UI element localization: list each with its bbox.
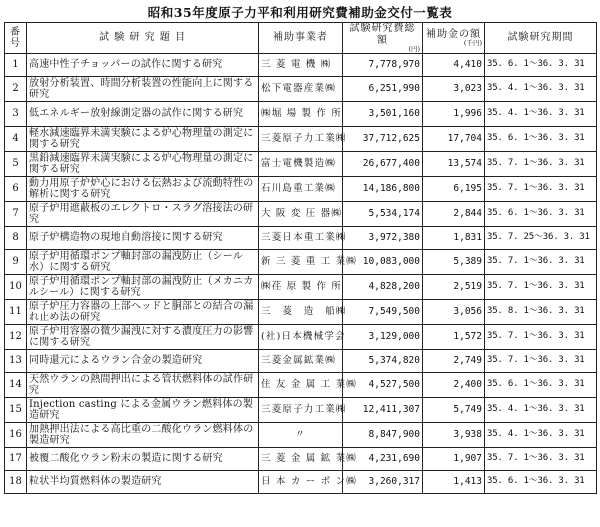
cell-subsidy: 2,519 <box>423 275 485 300</box>
cell-subsidy: 1,907 <box>423 448 485 471</box>
table-row <box>5 448 597 471</box>
cell-period: 35. 8. 1～36. 3. 31 <box>485 300 597 325</box>
cell-name: 粒状半均質燃料体の製造研究 <box>27 471 259 494</box>
cell-name: 被覆二酸化ウラン粉末の製造に関する研究 <box>27 448 259 471</box>
cell-enterprise: 松下電器産業㈱ <box>259 77 343 102</box>
table-body <box>5 54 597 494</box>
cell-total: 3,972,380 <box>343 227 423 250</box>
header-total-label: 試験研究費総額 <box>349 23 416 46</box>
cell-period: 35. 7. 1～36. 3. 31 <box>485 275 597 300</box>
cell-name: 加熱押出法による高比重の二酸化ウラン燃料体の製造研究 <box>27 423 259 448</box>
cell-enterprise: (社)日本機械学会 <box>259 325 343 350</box>
cell-name: 黒鉛減速臨界未満実験による炉心物理量の測定に関する研究 <box>27 152 259 177</box>
cell-period: 35. 7. 1～36. 3. 31 <box>485 250 597 275</box>
cell-enterprise: 大 阪 変 圧 器㈱ <box>259 202 343 227</box>
cell-no: 15 <box>5 398 27 423</box>
cell-name: 原子炉構造物の現地自動溶接に関する研究 <box>27 227 259 250</box>
cell-name: 低エネルギー放射線測定器の試作に関する研究 <box>27 102 259 127</box>
cell-subsidy: 2,749 <box>423 350 485 373</box>
cell-total: 5,534,174 <box>343 202 423 227</box>
cell-period: 35. 4. 1～36. 3. 31 <box>485 77 597 102</box>
cell-period: 35. 7. 1～36. 3. 31 <box>485 325 597 350</box>
cell-enterprise: 住 友 金 属 工 業㈱ <box>259 373 343 398</box>
cell-name: 高速中性子チョッパーの試作に関する研究 <box>27 54 259 77</box>
cell-no: 3 <box>5 102 27 127</box>
cell-subsidy: 1,996 <box>423 102 485 127</box>
cell-name: 放射分析装置、時間分析装置の性能向上に関する研究 <box>27 77 259 102</box>
cell-period: 35. 6. 1～36. 3. 31 <box>485 127 597 152</box>
table-row <box>5 202 597 227</box>
cell-period: 35. 6. 1～36. 3. 31 <box>485 373 597 398</box>
cell-subsidy: 5,389 <box>423 250 485 275</box>
cell-enterprise: 三 菱 造 船㈱ <box>259 300 343 325</box>
cell-enterprise: ㈱堀 場 製 作 所 <box>259 102 343 127</box>
cell-no: 8 <box>5 227 27 250</box>
cell-period: 35. 7. 25～36. 3. 31 <box>485 227 597 250</box>
cell-period: 35. 4. 1～36. 3. 31 <box>485 102 597 127</box>
cell-no: 18 <box>5 471 27 494</box>
cell-period: 35. 7. 1～36. 3. 31 <box>485 177 597 202</box>
cell-no: 14 <box>5 373 27 398</box>
cell-no: 12 <box>5 325 27 350</box>
table-row <box>5 102 597 127</box>
cell-subsidy: 3,023 <box>423 77 485 102</box>
cell-enterprise: 日 本 カ ー ボ ン㈱ <box>259 471 343 494</box>
cell-no: 13 <box>5 350 27 373</box>
cell-no: 16 <box>5 423 27 448</box>
cell-enterprise: 新 三 菱 重 工 業㈱ <box>259 250 343 275</box>
cell-subsidy: 17,704 <box>423 127 485 152</box>
cell-total: 7,778,970 <box>343 54 423 77</box>
cell-name: 軽水減速臨界未満実験による炉心物理量の測定に関する研究 <box>27 127 259 152</box>
cell-total: 26,677,400 <box>343 152 423 177</box>
cell-no: 5 <box>5 152 27 177</box>
cell-name: 原子炉圧力容器の上部ヘッドと胴部との結合の漏れ止め法の研究 <box>27 300 259 325</box>
cell-total: 4,527,500 <box>343 373 423 398</box>
header-row <box>5 23 597 54</box>
header-name: 試 験 研 究 題 目 <box>27 23 259 54</box>
cell-no: 7 <box>5 202 27 227</box>
cell-period: 35. 7. 1～36. 3. 31 <box>485 152 597 177</box>
table-row <box>5 275 597 300</box>
table-row <box>5 54 597 77</box>
cell-enterprise: 三 菱 金 属 鉱 業㈱ <box>259 448 343 471</box>
cell-total: 3,260,317 <box>343 471 423 494</box>
cell-enterprise: 石川島重工業㈱ <box>259 177 343 202</box>
table-row <box>5 250 597 275</box>
cell-total: 4,828,200 <box>343 275 423 300</box>
cell-no: 1 <box>5 54 27 77</box>
table-row <box>5 127 597 152</box>
cell-subsidy: 2,844 <box>423 202 485 227</box>
table-row <box>5 350 597 373</box>
header-total <box>343 23 423 54</box>
cell-total: 37,712,625 <box>343 127 423 152</box>
cell-name: 天然ウランの熱間押出による管状燃料体の試作研究 <box>27 373 259 398</box>
cell-total: 4,231,690 <box>343 448 423 471</box>
table-row <box>5 177 597 202</box>
table-row <box>5 77 597 102</box>
cell-enterprise: 三菱金属鉱業㈱ <box>259 350 343 373</box>
cell-enterprise: 三 菱 電 機 ㈱ <box>259 54 343 77</box>
table-row <box>5 471 597 494</box>
cell-total: 6,251,990 <box>343 77 423 102</box>
subsidy-table <box>4 22 597 494</box>
cell-total: 7,549,500 <box>343 300 423 325</box>
cell-no: 6 <box>5 177 27 202</box>
table-row <box>5 227 597 250</box>
cell-total: 5,374,820 <box>343 350 423 373</box>
cell-name: Injection casting による金属ウラン燃料体の製造研究 <box>27 398 259 423</box>
cell-period: 35. 6. 1～36. 3. 31 <box>485 54 597 77</box>
cell-total: 3,129,000 <box>343 325 423 350</box>
cell-no: 2 <box>5 77 27 102</box>
header-subsidy-label: 補助金の額 <box>426 28 481 40</box>
header-no: 番号 <box>5 23 27 54</box>
table-row <box>5 152 597 177</box>
cell-name: 動力用原子炉炉心における伝熱および流動特性の解析に関する研究 <box>27 177 259 202</box>
cell-total: 14,186,800 <box>343 177 423 202</box>
cell-subsidy: 1,831 <box>423 227 485 250</box>
cell-name: 原子炉用容器の微少漏洩に対する濃度圧力の影響に関する研究 <box>27 325 259 350</box>
header-total-unit: (円) <box>408 45 420 53</box>
cell-no: 9 <box>5 250 27 275</box>
cell-total: 12,411,307 <box>343 398 423 423</box>
cell-name: 原子炉用循環ポンプ軸封部の漏洩防止（メカニカルシール）に関する研究 <box>27 275 259 300</box>
cell-name: 原子炉用遮蔽板のエレクトロ・スラグ溶接法の研究 <box>27 202 259 227</box>
cell-enterprise: 三菱日本重工業㈱ <box>259 227 343 250</box>
header-period: 試験研究期間 <box>485 23 597 54</box>
table-row <box>5 398 597 423</box>
table-row <box>5 423 597 448</box>
cell-no: 17 <box>5 448 27 471</box>
table-row <box>5 325 597 350</box>
cell-total: 10,083,000 <box>343 250 423 275</box>
cell-total: 8,847,900 <box>343 423 423 448</box>
cell-name: 同時還元によるウラン合金の製造研究 <box>27 350 259 373</box>
cell-subsidy: 3,938 <box>423 423 485 448</box>
cell-no: 10 <box>5 275 27 300</box>
cell-period: 35. 7. 1～36. 3. 31 <box>485 350 597 373</box>
table-row <box>5 373 597 398</box>
header-subsidy-unit: (千円) <box>463 39 482 48</box>
cell-subsidy: 5,749 <box>423 398 485 423</box>
cell-subsidy: 6,195 <box>423 177 485 202</box>
header-enterprise: 補助事業者 <box>259 23 343 54</box>
cell-name: 原子炉用循環ポンプ軸封部の漏洩防止（シール水）に関する研究 <box>27 250 259 275</box>
cell-enterprise: 三菱原子力工業㈱ <box>259 398 343 423</box>
cell-period: 35. 6. 1～36. 3. 31 <box>485 202 597 227</box>
cell-enterprise: 〃 <box>259 423 343 448</box>
cell-total: 3,501,160 <box>343 102 423 127</box>
cell-no: 4 <box>5 127 27 152</box>
cell-period: 35. 4. 1～36. 3. 31 <box>485 398 597 423</box>
cell-enterprise: 富士電機製造㈱ <box>259 152 343 177</box>
cell-subsidy: 3,056 <box>423 300 485 325</box>
cell-period: 35. 6. 1～36. 3. 31 <box>485 471 597 494</box>
page-title: 昭和35年度原子力平和利用研究費補助金交付一覧表 <box>147 5 453 20</box>
cell-period: 35. 7. 1～36. 3. 31 <box>485 448 597 471</box>
cell-subsidy: 4,410 <box>423 54 485 77</box>
header-subsidy <box>423 23 485 54</box>
cell-subsidy: 2,400 <box>423 373 485 398</box>
cell-subsidy: 13,574 <box>423 152 485 177</box>
cell-subsidy: 1,572 <box>423 325 485 350</box>
cell-subsidy: 1,413 <box>423 471 485 494</box>
cell-no: 11 <box>5 300 27 325</box>
cell-enterprise: 三菱原子力工業㈱ <box>259 127 343 152</box>
cell-enterprise: ㈱荏 原 製 作 所 <box>259 275 343 300</box>
cell-period: 35. 4. 1～36. 3. 31 <box>485 423 597 448</box>
table-row <box>5 300 597 325</box>
